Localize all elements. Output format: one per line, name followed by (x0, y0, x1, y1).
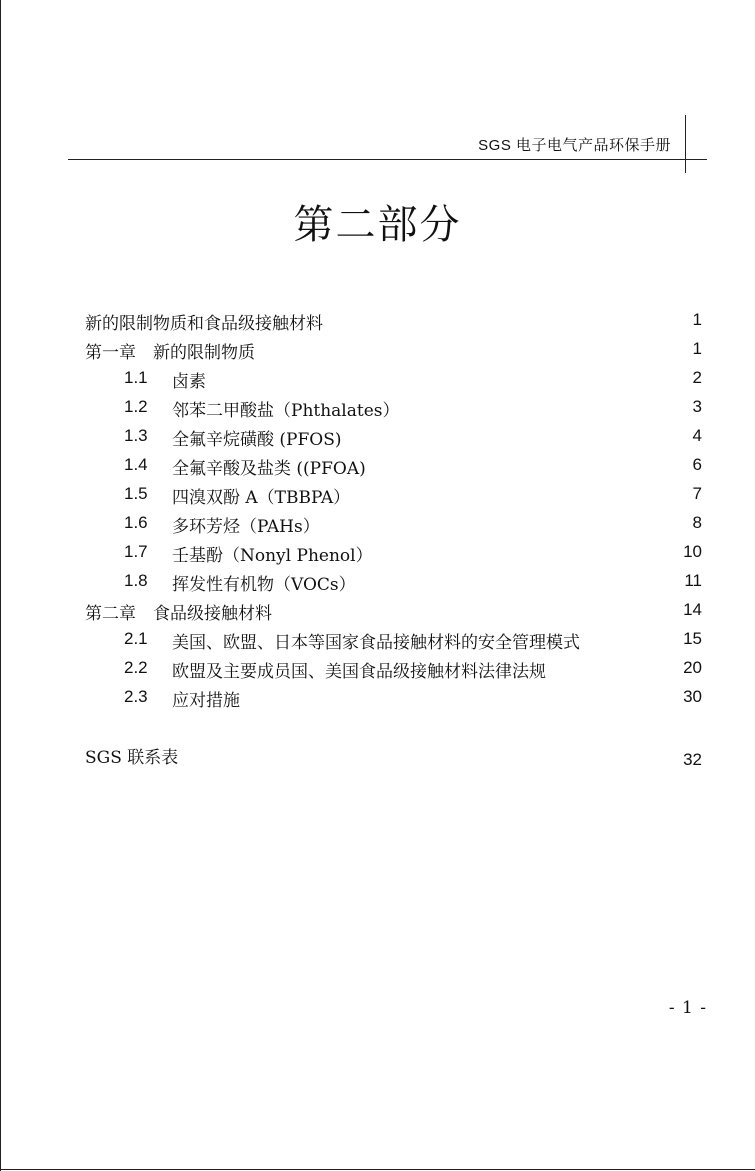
toc-entry[interactable] (0, 624, 755, 653)
toc-entry-number: 1.7 (124, 542, 148, 561)
toc-entry[interactable] (0, 421, 755, 450)
toc-entry[interactable] (0, 479, 755, 508)
toc-entry-title: 四溴双酚 A（TBBPA） (172, 488, 351, 508)
toc-entry[interactable] (0, 682, 755, 711)
page-number: - 1 - (668, 998, 707, 1018)
toc-entry-page: 11 (684, 571, 702, 590)
part-title: 第二部分 (293, 202, 462, 248)
running-header: SGS 电子电气产品环保手册 (478, 137, 671, 154)
toc-entry-title: 全氟辛酸及盐类 ((PFOA) (172, 459, 366, 479)
toc-entry[interactable] (0, 537, 755, 566)
toc-entry-title: 应对措施 (172, 691, 240, 711)
toc-entry-number: 1.3 (124, 426, 148, 445)
toc-entry-title: 壬基酚（Nonyl Phenol） (172, 546, 373, 566)
toc-entry-page: 1 (692, 310, 702, 329)
toc-entry-title: 美国、欧盟、日本等国家食品接触材料的安全管理模式 (172, 633, 580, 653)
toc-entry[interactable] (0, 508, 755, 537)
toc-entry[interactable] (0, 595, 755, 624)
toc-entry-number: 1.5 (124, 484, 148, 503)
toc-entry[interactable] (0, 334, 755, 363)
toc-entry[interactable] (0, 392, 755, 421)
toc-entry-number: 1.4 (124, 455, 148, 474)
toc-entry-title: 欧盟及主要成员国、美国食品级接触材料法律法规 (172, 662, 546, 682)
toc-entry[interactable] (0, 739, 755, 768)
toc-entry[interactable] (0, 363, 755, 392)
toc-entry-page: 4 (692, 426, 702, 445)
toc-entry-page: 7 (692, 484, 702, 503)
toc-entry-page: 32 (683, 750, 702, 769)
toc-entry-title: 新的限制物质和食品级接触材料 (85, 314, 323, 334)
toc-entry-title: 挥发性有机物（VOCs） (172, 575, 356, 595)
toc-entry-page: 3 (692, 397, 702, 416)
toc-entry-number: 1.2 (124, 397, 148, 416)
toc-entry-number: 1.1 (124, 368, 148, 387)
toc-entry-page: 8 (692, 513, 702, 532)
toc-entry-title: 第二章 食品级接触材料 (85, 604, 272, 624)
toc-entry-page: 15 (683, 629, 702, 648)
toc-entry-title: SGS 联系表 (85, 748, 179, 768)
toc-entry-page: 2 (692, 368, 702, 387)
toc-entry-page: 14 (683, 600, 702, 619)
header-vertical-rule (685, 115, 686, 173)
toc-entry-number: 2.1 (124, 629, 148, 648)
toc-entry-title: 邻苯二甲酸盐（Phthalates） (172, 401, 400, 421)
toc-entry[interactable] (0, 305, 755, 334)
toc-entry-page: 10 (683, 542, 702, 561)
header-rule (68, 159, 707, 160)
toc-entry-page: 30 (683, 687, 702, 706)
toc-entry[interactable] (0, 450, 755, 479)
toc-entry-page: 1 (692, 339, 702, 358)
page-border-bottom (0, 1169, 755, 1170)
toc-entry[interactable] (0, 653, 755, 682)
toc-entry[interactable] (0, 566, 755, 595)
toc-entry-title: 第一章 新的限制物质 (85, 343, 255, 363)
toc-entry-title: 卤素 (172, 372, 206, 392)
toc-entry-number: 2.2 (124, 658, 148, 677)
toc-entry-page: 6 (692, 455, 702, 474)
toc-entry-title: 全氟辛烷磺酸 (PFOS) (172, 430, 342, 450)
toc-entry-number: 2.3 (124, 687, 148, 706)
toc-entry-page: 20 (683, 658, 702, 677)
toc-entry-number: 1.6 (124, 513, 148, 532)
toc-entry-title: 多环芳烃（PAHs） (172, 517, 320, 537)
toc-entry-number: 1.8 (124, 571, 148, 590)
